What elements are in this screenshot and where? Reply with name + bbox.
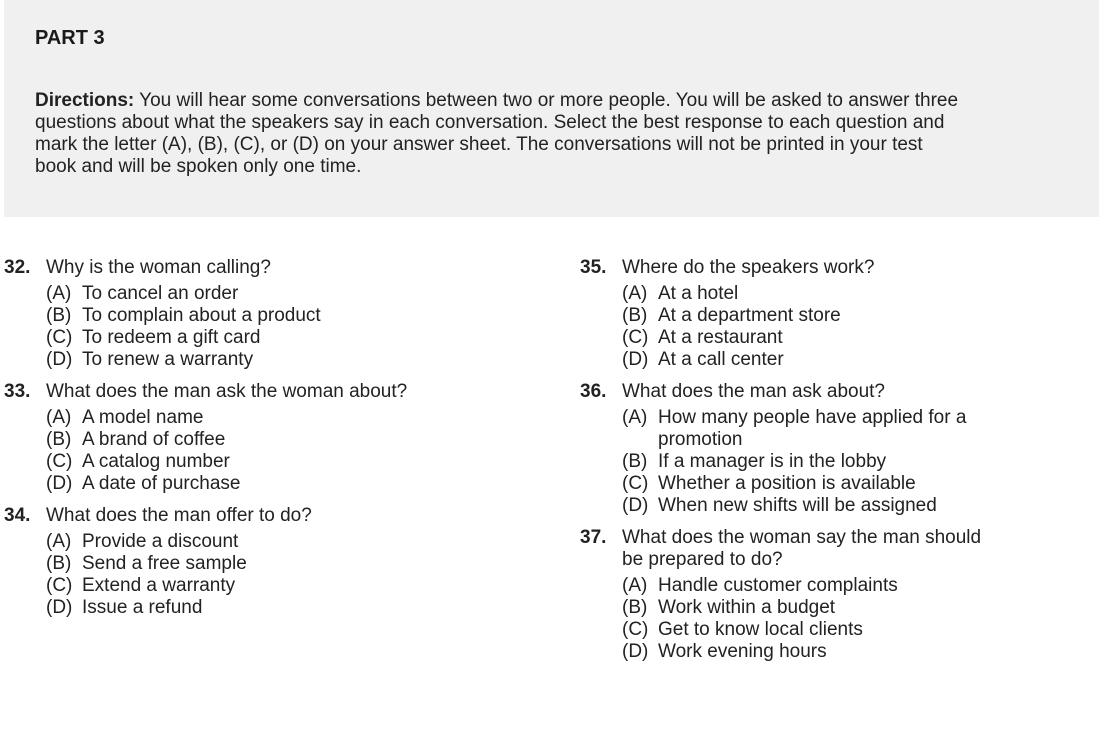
question-number: 33. <box>4 381 31 402</box>
option-letter: (B) <box>622 305 648 326</box>
question-32 <box>4 257 564 371</box>
option-letter: (D) <box>46 349 73 370</box>
option-text: At a restaurant <box>658 327 783 348</box>
option-a <box>622 575 1080 597</box>
option-text: To renew a warranty <box>82 349 254 370</box>
option-text: Provide a discount <box>82 531 239 552</box>
option-text: A date of purchase <box>82 473 241 494</box>
option-text: To complain about a product <box>82 305 321 326</box>
question-text: What does the man offer to do? <box>46 505 312 526</box>
question-text: What does the woman say the man should be prepared to do? <box>622 527 982 570</box>
question-33 <box>4 381 564 495</box>
option-c <box>46 575 564 597</box>
answer-options <box>46 283 564 371</box>
option-text: Work within a budget <box>658 597 836 618</box>
answer-options <box>46 407 564 495</box>
option-text: Handle customer complaints <box>658 575 898 596</box>
option-b <box>46 305 564 327</box>
option-c <box>46 451 564 473</box>
option-a <box>622 283 1080 305</box>
option-b <box>622 305 1080 327</box>
question-number: 35. <box>580 257 607 278</box>
option-letter: (B) <box>622 597 648 618</box>
option-letter: (A) <box>46 407 72 428</box>
option-text: At a call center <box>658 349 784 370</box>
question-number: 37. <box>580 527 607 548</box>
option-letter: (C) <box>622 619 649 640</box>
option-letter: (C) <box>46 451 73 472</box>
answer-options <box>622 283 1080 371</box>
option-text: When new shifts will be assigned <box>658 495 937 516</box>
option-text: Get to know local clients <box>658 619 863 640</box>
option-c <box>46 327 564 349</box>
option-a <box>46 407 564 429</box>
question-number: 32. <box>4 257 31 278</box>
option-text: Issue a refund <box>82 597 203 618</box>
option-b <box>46 429 564 451</box>
option-a <box>46 531 564 553</box>
option-a <box>622 407 1080 451</box>
option-letter: (A) <box>46 283 72 304</box>
question-35 <box>580 257 1080 371</box>
option-text: At a department store <box>658 305 841 326</box>
option-text: Whether a position is available <box>658 473 916 494</box>
option-letter: (A) <box>622 283 648 304</box>
option-letter: (A) <box>622 575 648 596</box>
option-letter: (C) <box>46 327 73 348</box>
option-text: To redeem a gift card <box>82 327 261 348</box>
option-text: A catalog number <box>82 451 230 472</box>
option-d <box>46 473 564 495</box>
option-text: Work evening hours <box>658 641 827 662</box>
question-number: 34. <box>4 505 31 526</box>
option-b <box>622 597 1080 619</box>
question-text: What does the man ask the woman about? <box>46 381 408 402</box>
option-letter: (B) <box>46 429 72 450</box>
option-letter: (D) <box>46 597 73 618</box>
option-d <box>622 641 1080 663</box>
option-a <box>46 283 564 305</box>
option-letter: (A) <box>622 407 648 428</box>
option-text: Extend a warranty <box>82 575 236 596</box>
answer-options <box>46 531 564 619</box>
option-text: If a manager is in the lobby <box>658 451 887 472</box>
option-letter: (D) <box>46 473 73 494</box>
option-c <box>622 327 1080 349</box>
part-title: PART 3 <box>35 27 105 49</box>
option-text: Send a free sample <box>82 553 247 574</box>
option-text: A model name <box>82 407 204 428</box>
option-letter: (D) <box>622 641 649 662</box>
question-column-right <box>580 257 1080 673</box>
answer-options <box>622 575 1080 663</box>
option-d <box>46 349 564 371</box>
directions-text: You will hear some conversations between two or more people. You will be asked to answer three questions about what the speakers say in each conversation. Select the best response to each question and mark the letter (A), (B), (C), or (D) on your answer sheet. The conversations will not be printed in your test book and will be spoken only one time. <box>35 90 959 177</box>
question-text: Where do the speakers work? <box>622 257 875 278</box>
question-text: What does the man ask about? <box>622 381 885 402</box>
option-d <box>622 495 1080 517</box>
question-number: 36. <box>580 381 607 402</box>
question-column-left <box>4 257 564 629</box>
question-36 <box>580 381 1080 517</box>
answer-options <box>622 407 1080 517</box>
question-37 <box>580 527 1080 663</box>
option-d <box>622 349 1080 371</box>
option-letter: (A) <box>46 531 72 552</box>
option-text: A brand of coffee <box>82 429 226 450</box>
option-letter: (C) <box>46 575 73 596</box>
option-c <box>622 473 1080 495</box>
option-letter: (D) <box>622 349 649 370</box>
option-letter: (C) <box>622 327 649 348</box>
option-text: How many people have applied for a promotion <box>658 407 967 450</box>
option-d <box>46 597 564 619</box>
directions-label: Directions: <box>35 90 135 111</box>
option-c <box>622 619 1080 641</box>
option-letter: (C) <box>622 473 649 494</box>
option-letter: (B) <box>46 553 72 574</box>
option-letter: (D) <box>622 495 649 516</box>
option-b <box>46 553 564 575</box>
question-34 <box>4 505 564 619</box>
option-text: To cancel an order <box>82 283 239 304</box>
option-b <box>622 451 1080 473</box>
option-text: At a hotel <box>658 283 739 304</box>
question-text: Why is the woman calling? <box>46 257 271 278</box>
directions-paragraph <box>35 90 965 178</box>
option-letter: (B) <box>622 451 648 472</box>
option-letter: (B) <box>46 305 72 326</box>
